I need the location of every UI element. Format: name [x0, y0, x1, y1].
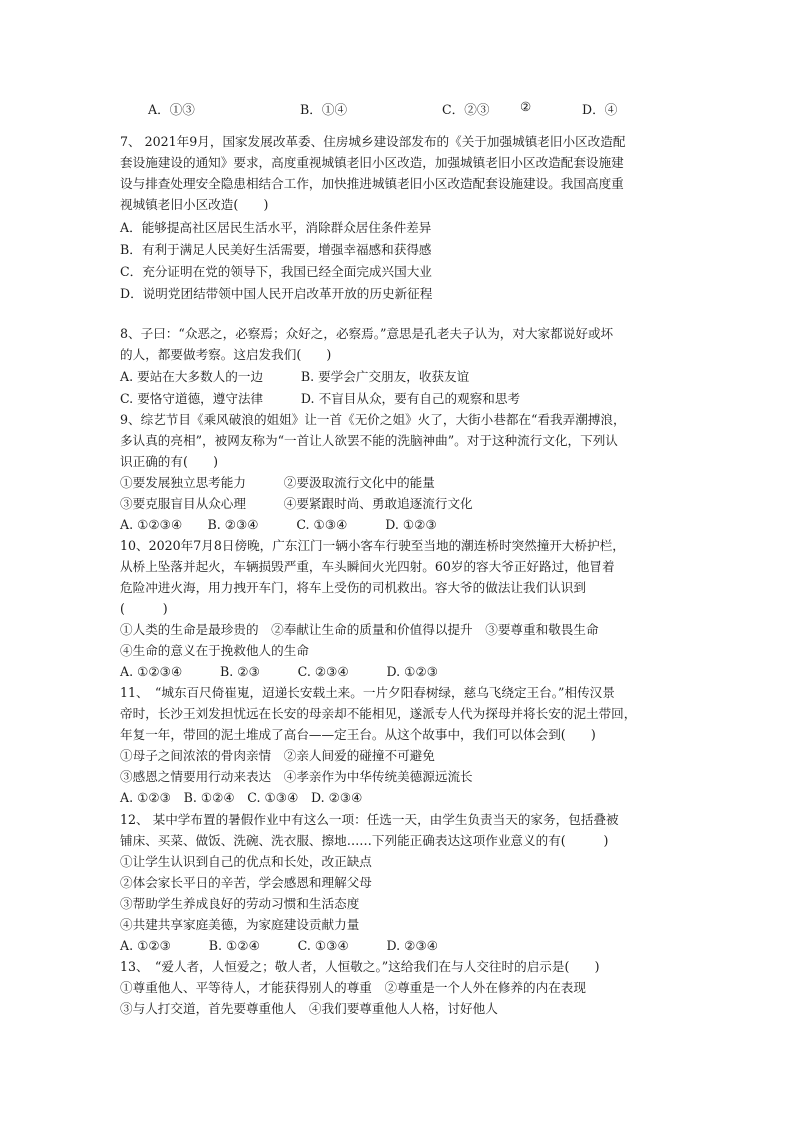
q12-stem-line-1: 12、 某中学布置的暑假作业中有这么一项：任选一天，由学生负责当天的家务，包括叠被	[120, 812, 619, 827]
q6-option-c: C．②③	[442, 102, 490, 117]
q7-stem-line-3: 设与排查处理安全隐患相结合工作，加快推进城镇老旧小区改造配套设施建设。我国高度重	[120, 176, 624, 191]
q10-stem-line-1: 10、2020年7月8日傍晚，广东江门一辆小客车行驶至当地的潮连桥时突然撞开大桥护栏，	[120, 538, 625, 553]
q8-stem-line-1: 8、子曰：“众恶之，必察焉；众好之，必察焉。”意思是孔老夫子认为，对大家都说好或坏	[120, 326, 614, 341]
q9-statements-line-1: ①要发展独立思考能力 ②要汲取流行文化中的能量	[120, 475, 435, 490]
q12-statement-3: ③帮助学生养成良好的劳动习惯和生活态度	[120, 896, 360, 911]
q13-stem-line-1: 13、 “爱人者，人恒爱之；敬人者，人恒敬之。”这给我们在与人交往时的启示是( )	[120, 959, 600, 974]
q7-stem-line-4: 视城镇老旧小区改造( )	[120, 197, 269, 212]
q9-answer-options: A. ①②③④ B. ②③④ C. ①③④ D. ①②③	[120, 517, 437, 532]
q10-statements-line-2: ④生命的意义在于挽救他人的生命	[120, 643, 309, 658]
q9-statements-line-2: ③要克服盲目从众心理 ④要紧跟时尚、勇敢追逐流行文化	[120, 496, 473, 511]
q11-stem-line-2: 帝时，长沙王刘发担忧远在长安的母亲却不能相见，遂派专人代为探母并将长安的泥土带回，	[120, 706, 637, 721]
q12-answer-options: A. ①②③ B. ①②④ C. ①③④ D. ②③④	[120, 938, 439, 953]
q11-statements-line-2: ③感恩之情要用行动来表达 ④孝亲作为中华传统美德源远流长	[120, 769, 473, 784]
q10-stem-line-3: 危险冲进火海，用力拽开车门，将车上受伤的司机救出。容大爷的做法让我们认识到	[120, 580, 586, 595]
q13-statements-line-1: ①尊重他人、平等待人，才能获得别人的尊重 ②尊重是一个人外在修养的内在表现	[120, 980, 586, 995]
q7-option-c: C．充分证明在党的领导下，我国已经全面完成兴国大业	[120, 264, 432, 279]
q6-option-b: B．①④	[300, 102, 348, 117]
q11-statements-line-1: ①母子之间浓浓的骨肉亲情 ②亲人间爱的碰撞不可避免	[120, 748, 435, 763]
q7-option-b: B．有利于满足人民美好生活需要，增强幸福感和获得感	[120, 242, 432, 257]
q7-option-a: A．能够提高社区居民生活水平，消除群众居住条件差异	[120, 220, 432, 235]
q6-option-a: A．①③	[148, 102, 195, 117]
q12-stem-line-2: 铺床、买菜、做饭、洗碗、洗衣服、擦地……下列能正确表达这项作业意义的有( )	[120, 833, 609, 848]
q10-stem-line-4: ( )	[120, 601, 168, 616]
q6-option-d: D．④	[582, 102, 618, 117]
q9-stem-line-1: 9、综艺节目《乘风破浪的姐姐》让一首《无价之姐》火了，大街小巷都在“看我弄潮搏浪，	[120, 412, 626, 427]
q10-stem-line-2: 从桥上坠落并起火，车辆损毁严重，车头瞬间火光四射。60岁的容大爷正好路过，他冒着	[120, 559, 615, 574]
q8-options-line-1: A. 要站在大多数人的一边 B. 要学会广交朋友，收获友谊	[120, 369, 470, 384]
q11-stem-line-3: 年复一年，带回的泥土堆成了高台——定王台。从这个故事中，我们可以体会到( )	[120, 727, 596, 742]
q13-statements-line-2: ③与人打交道，首先要尊重他人 ④我们要尊重他人人格，讨好他人	[120, 1001, 498, 1016]
q12-statement-2: ②体会家长平日的辛苦，学会感恩和理解父母	[120, 875, 372, 890]
q7-stem-line-2: 套设施建设的通知》要求，高度重视城镇老旧小区改造，加强城镇老旧小区改造配套设施建	[120, 155, 624, 170]
q10-statements-line-1: ①人类的生命是最珍贵的 ②奉献让生命的质量和价值得以提升 ③要尊重和敬畏生命	[120, 622, 599, 637]
q11-answer-options: A. ①②③ B. ①②④ C. ①③④ D. ②③④	[120, 790, 363, 805]
q6-option-c-note: ②	[520, 99, 532, 114]
q12-statement-4: ④共建共享家庭美德，为家庭建设贡献力量	[120, 917, 360, 932]
q9-stem-line-2: 多认真的亮相”，被网友称为“一首让人欲罢不能的洗脑神曲”。对于这种流行文化，下列认	[120, 433, 618, 448]
q11-stem-line-1: 11、 “城东百尺倚崔嵬，迢递长安载土来。一片夕阳春树绿，慈乌飞绕定王台。”相传汉景	[120, 685, 615, 700]
q10-answer-options: A. ①②③④ B. ②③ C. ②③④ D. ①②③	[120, 664, 439, 679]
q7-option-d: D．说明党团结带领中国人民开启改革开放的历史新征程	[120, 286, 433, 301]
q12-statement-1: ①让学生认识到自己的优点和长处，改正缺点	[120, 854, 372, 869]
q8-stem-line-2: 的人，都要做考察。这启发我们( )	[120, 347, 332, 362]
q9-stem-line-3: 识正确的有( )	[120, 454, 218, 469]
q7-stem-line-1: 7、 2021年9月，国家发展改革委、住房城乡建设部发布的《关于加强城镇老旧小区改造配	[120, 134, 626, 149]
q8-options-line-2: C. 要恪守道德，遵守法律 D. 不盲目从众，要有自己的观察和思考	[120, 391, 521, 406]
